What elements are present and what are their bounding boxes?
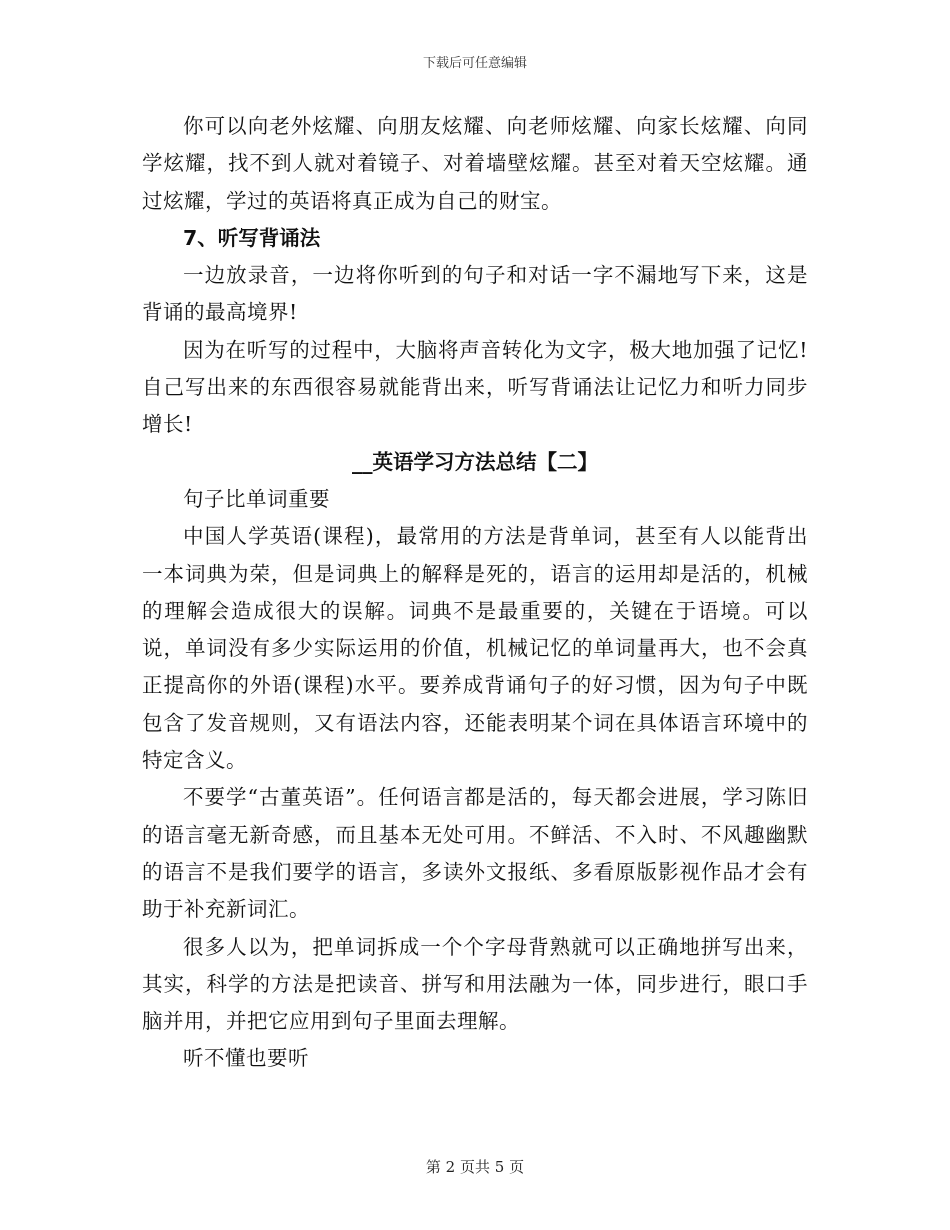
paragraph-no-antique-english: 不要学“古董英语”。任何语言都是活的，每天都会进展，学习陈旧的语言毫无新奇感，而且基本无处可用。不鲜活、不入时、不风趣幽默的语言不是我们要学的语言，多读外文报纸、多看原版影视作品才会有助于补充新词汇。 xyxy=(142,785,808,922)
paragraph-sentences-vs-words: 中国人学英语(课程)，最常用的方法是背单词，甚至有人以能背出一本词典为荣，但是词典上的解释是死的，语言的运用却是活的，机械的理解会造成很大的误解。词典不是最重要的，关键在于语境。可以说，单词没有多少实际运用的价值，机械记忆的单词量再大，也不会真正提高你的外语(课程)水平。要养成背诵句子的好习惯，因为句子中既包含了发音规则，又有语法内容，还能表明某个词在具体语言环境中的特定含义。 xyxy=(142,524,808,773)
page-header: 下载后可任意编辑 xyxy=(422,56,527,71)
paragraph-sentence-subtitle: 句子比单词重要 xyxy=(183,486,330,511)
paragraph-dictation-intro: 一边放录音，一边将你听到的句子和对话一字不漏地写下来，这是背诵的最高境界! xyxy=(142,263,808,325)
heading-dictation-recitation: 7、听写背诵法 xyxy=(183,225,321,250)
paragraph-dictation-reason: 因为在听写的过程中，大脑将声音转化为文字，极大地加强了记忆!自己写出来的东西很容易就能背出来，听写背诵法让记忆力和听力同步增长! xyxy=(142,337,808,437)
paragraph-show-off: 你可以向老外炫耀、向朋友炫耀、向老师炫耀、向家长炫耀、向同学炫耀，找不到人就对着镜子、对着墙壁炫耀。甚至对着天空炫耀。通过炫耀，学过的英语将真正成为自己的财宝。 xyxy=(142,114,808,213)
paragraph-spelling-method: 很多人以为，把单词拆成一个个字母背熟就可以正确地拼写出来，其实，科学的方法是把读音、拼写和用法融为一体，同步进行，眼口手脑并用，并把它应用到句子里面去理解。 xyxy=(142,934,808,1034)
document-body xyxy=(142,108,808,1078)
section-title: __英语学习方法总结【二】 xyxy=(352,449,598,474)
paragraph-listen-subtitle: 听不懂也要听 xyxy=(183,1046,309,1071)
page-footer: 第 2 页共 5 页 xyxy=(425,1158,525,1176)
